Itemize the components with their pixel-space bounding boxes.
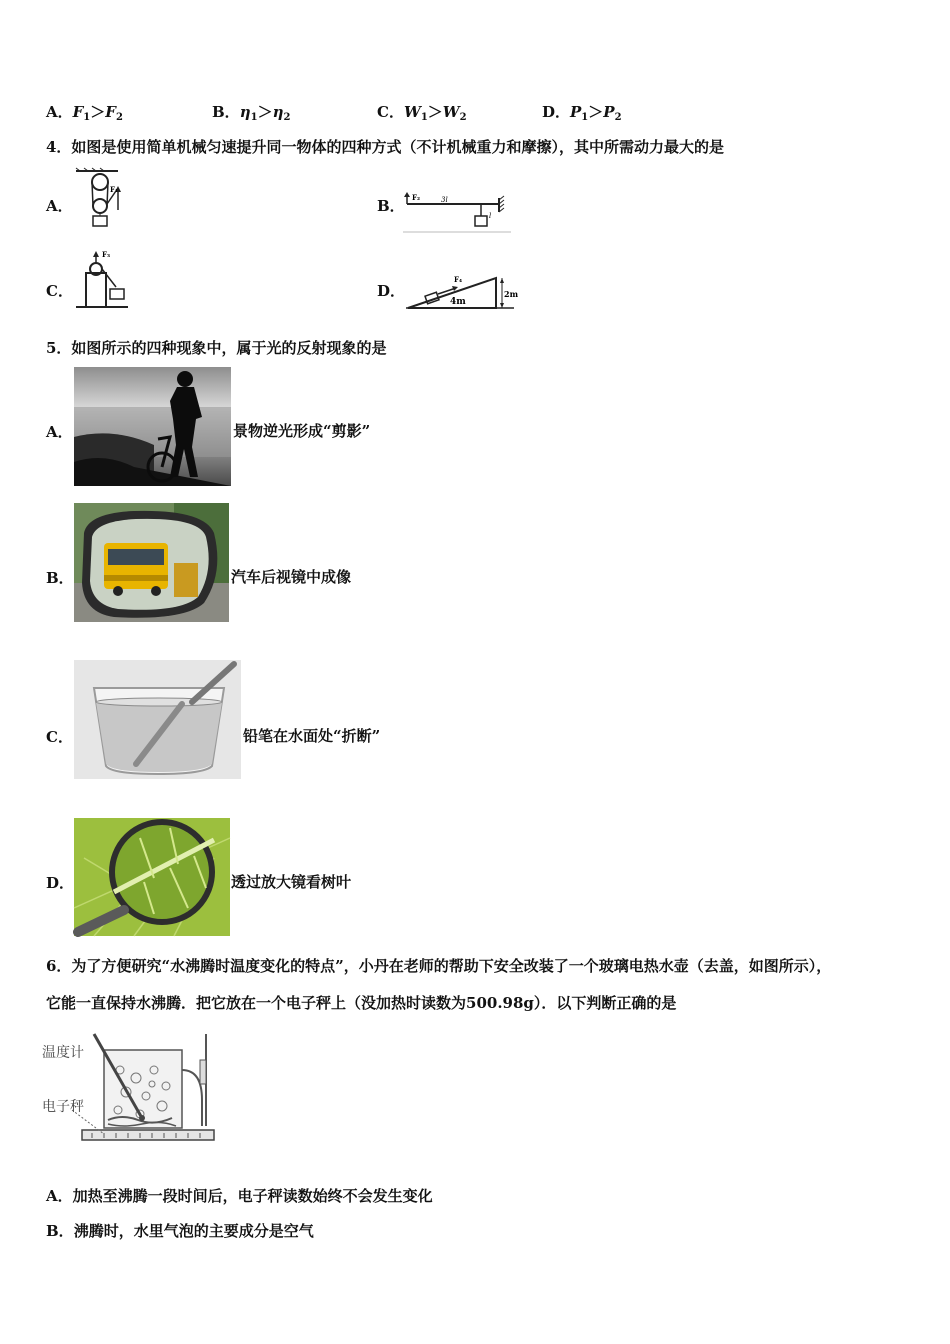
q6-option-b: B．沸腾时，水里气泡的主要成分是空气 <box>46 1222 314 1240</box>
scale-label: 电子秤 <box>42 1099 84 1115</box>
thermometer-label: 温度计 <box>42 1045 84 1061</box>
q5-option-b-text: 汽车后视镜中成像 <box>231 568 352 586</box>
length-label-4m: 4m <box>450 297 466 307</box>
q5-option-d-text: 透过放大镜看树叶 <box>231 873 352 891</box>
pencil-in-water-photo <box>74 660 241 779</box>
q6-option-a: A．加热至沸腾一段时间后，电子秤读数始终不会发生变化 <box>46 1187 433 1205</box>
q3-option-b: B．$\eta_1>\eta_2$ <box>212 103 291 123</box>
height-label-2m: 2m <box>504 289 519 299</box>
q6-stem-line2: 它能一直保持水沸腾．把它放在一个电子秤上（没加热时读数为500.98g）．以下判断正确的是 <box>46 994 677 1012</box>
magnifier-leaf-photo <box>74 818 230 936</box>
q5-option-c-text: 铅笔在水面处“折断” <box>243 727 381 745</box>
q5-stem: 5．如图所示的四种现象中，属于光的反射现象的是 <box>46 339 387 357</box>
q4-stem: 4．如图是使用简单机械匀速提升同一物体的四种方式（不计机械重力和摩擦），其中所需动力最大的是 <box>46 138 724 156</box>
q4-option-c-key: C． <box>46 282 73 300</box>
q6-stem-line1: 6．为了方便研究“水沸腾时温度变化的特点”，小丹在老师的帮助下安全改装了一个玻璃电热水壶（去盖，如图所示）， <box>46 957 832 975</box>
q3-option-d: D．$P_1>P_2$ <box>542 103 622 123</box>
force-label-f2: F₂ <box>412 193 421 202</box>
q3-option-a: A．$F_1>F_2$ <box>46 103 123 123</box>
q5-option-a-text: 景物逆光形成“剪影” <box>233 422 371 440</box>
q5-option-b-key: B． <box>46 569 74 587</box>
arm-label-l: l <box>489 212 492 220</box>
wheel-axle-figure-c <box>74 247 130 311</box>
force-label-f4: F₄ <box>454 275 463 284</box>
q5-option-a-key: A． <box>46 423 73 441</box>
silhouette-photo <box>74 367 231 486</box>
pulley-figure-a <box>74 168 132 234</box>
side-mirror-photo <box>74 503 229 622</box>
q3-option-c: C．$W_1>W_2$ <box>377 103 467 123</box>
q5-option-c-key: C． <box>46 728 73 746</box>
q4-option-a-key: A． <box>46 197 73 215</box>
lever-figure-b <box>403 192 513 234</box>
q4-option-b-key: B． <box>377 197 405 215</box>
q4-option-d-key: D． <box>377 282 406 300</box>
force-label-f1: F₁ <box>110 185 119 194</box>
q5-option-d-key: D． <box>46 874 75 892</box>
force-label-f3: F₃ <box>102 250 111 259</box>
arm-label-3l: 3l <box>441 196 448 204</box>
incline-figure-d <box>404 270 519 312</box>
